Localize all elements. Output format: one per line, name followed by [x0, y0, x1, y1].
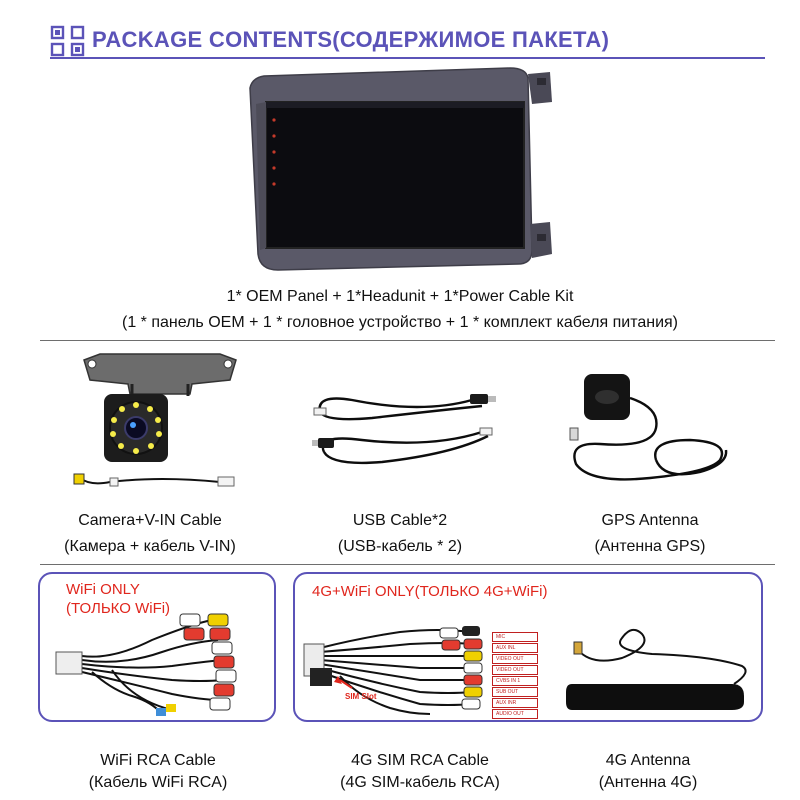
4g-antenna-image [562, 620, 758, 716]
main-unit-caption-en: 1* OEM Panel + 1*Headunit + 1*Power Cable Kit [226, 288, 574, 305]
main-unit-caption-ru: (1 * панель OEM + 1 * головное устройство + 1 * комплект кабеля питания) [121, 314, 678, 331]
page-title: PACKAGE CONTENTS(СОДЕРЖИМОЕ ПАКЕТА) [92, 27, 610, 52]
section-divider-2 [40, 564, 775, 565]
port-tag: AUX INR [492, 698, 538, 708]
camera-image [70, 350, 250, 500]
usb-caption-ru: (USB-кабель * 2) [337, 538, 463, 555]
4g-sim-rca-caption-en: 4G SIM RCA Cable [351, 752, 489, 769]
port-tag: SUB OUT [492, 687, 538, 697]
gps-antenna-image [560, 368, 740, 488]
wifi-rca-cable-image [52, 610, 252, 718]
port-tag: MIC [492, 632, 538, 642]
camera-caption-ru: (Камера + кабель V-IN) [64, 538, 236, 555]
4g-badge: 4G+WiFi ONLY(ТОЛЬКО 4G+WiFi) [312, 583, 548, 600]
4g-sim-rca-caption-ru: (4G SIM-кабель RCA) [340, 774, 500, 791]
port-tag: AUX INL [492, 643, 538, 653]
wifi-rca-caption-ru: (Кабель WiFi RCA) [88, 774, 228, 791]
wifi-badge-line2: (ТОЛЬКО WiFi) [66, 600, 171, 617]
sim-slot-label: SIM Slot [345, 692, 377, 701]
port-tag: VIDEO OUT [492, 654, 538, 664]
port-tag-list [492, 632, 538, 720]
usb-caption-en: USB Cable*2 [352, 512, 448, 529]
port-tag: CVBS IN 1 [492, 676, 538, 686]
header-underline [50, 57, 765, 59]
usb-cable-image [312, 388, 502, 472]
gps-caption-ru: (Антенна GPS) [594, 538, 706, 555]
4g-antenna-caption-ru: (Антенна 4G) [598, 774, 698, 791]
4g-antenna-caption-en: 4G Antenna [605, 752, 691, 769]
port-tag: VIDEO OUT [492, 665, 538, 675]
port-tag: AUDIO OUT [492, 709, 538, 719]
head-unit-image [238, 64, 556, 286]
camera-caption-en: Camera+V-IN Cable [78, 512, 222, 529]
wifi-badge-line1: WiFi ONLY [66, 581, 140, 598]
gps-caption-en: GPS Antenna [601, 512, 699, 529]
package-grid-icon [50, 25, 86, 57]
section-divider [40, 340, 775, 341]
wifi-rca-caption-en: WiFi RCA Cable [100, 752, 216, 769]
